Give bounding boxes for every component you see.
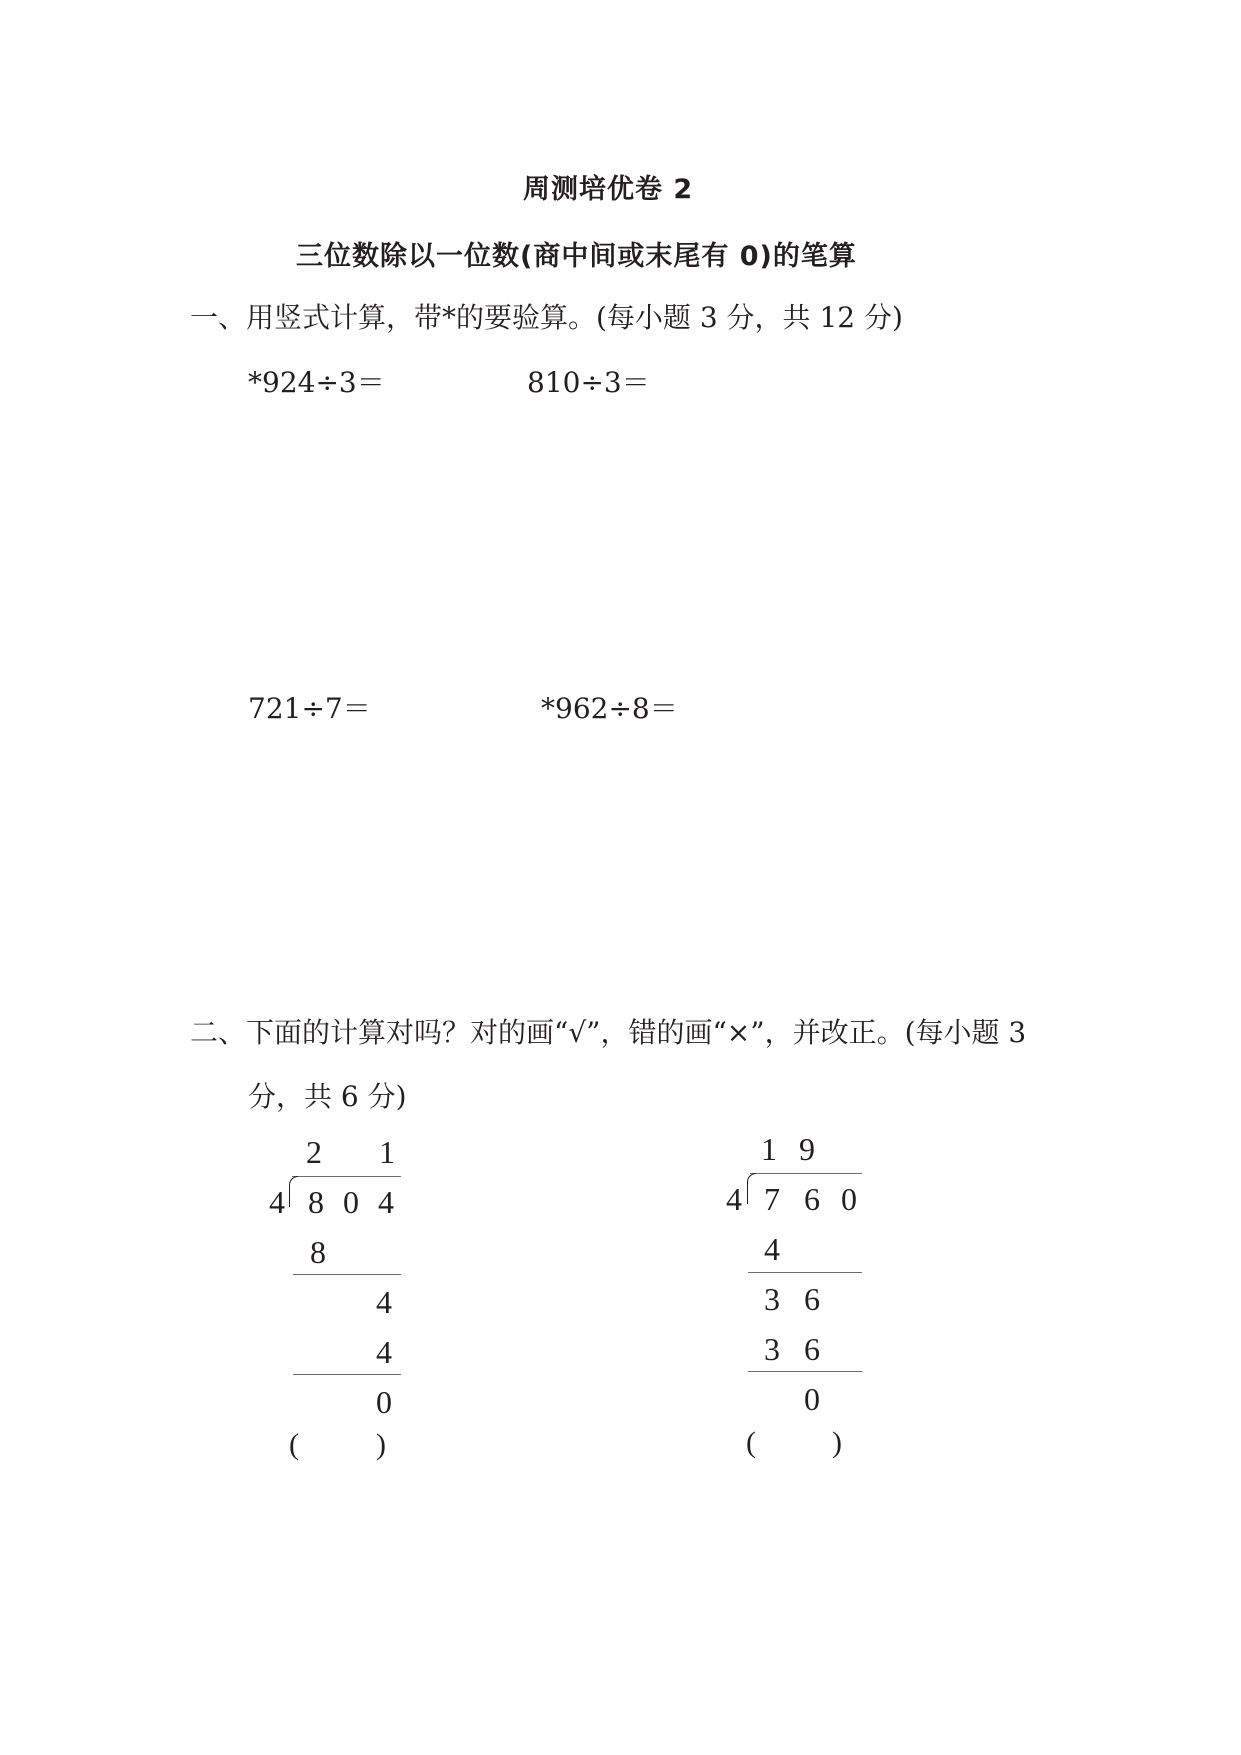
answer-paren-close: ) bbox=[832, 1426, 842, 1459]
problem-1: *924÷3＝ bbox=[248, 366, 385, 399]
step-digit: 4 bbox=[376, 1284, 392, 1320]
step-digit: 8 bbox=[310, 1234, 326, 1270]
dividend-digit: 6 bbox=[804, 1181, 820, 1217]
step-line bbox=[293, 1374, 401, 1375]
dividend-digit: 7 bbox=[764, 1181, 780, 1217]
step-digit: 4 bbox=[376, 1334, 392, 1370]
divisor: 4 bbox=[269, 1184, 285, 1220]
quotient-digit: 1 bbox=[761, 1131, 777, 1167]
step-line bbox=[748, 1371, 862, 1372]
answer-paren-open: ( bbox=[289, 1428, 299, 1461]
step-digit: 3 bbox=[764, 1281, 780, 1317]
dividend-digit: 8 bbox=[308, 1184, 324, 1220]
quotient-digit: 9 bbox=[799, 1131, 815, 1167]
divisor: 4 bbox=[726, 1181, 742, 1217]
step-digit: 6 bbox=[804, 1331, 820, 1367]
step-digit: 4 bbox=[764, 1231, 780, 1267]
section1-heading: 一、用竖式计算，带*的要验算。(每小题 3 分，共 12 分) bbox=[190, 301, 903, 334]
quotient-digit: 2 bbox=[306, 1134, 322, 1170]
division-bar bbox=[292, 1176, 401, 1177]
step-digit: 0 bbox=[804, 1381, 820, 1417]
dividend-digit: 0 bbox=[841, 1181, 857, 1217]
answer-paren-open: ( bbox=[746, 1426, 756, 1459]
dividend-digit: 4 bbox=[378, 1184, 394, 1220]
page-title: 周测培优卷 2 bbox=[523, 174, 694, 205]
quotient-digit: 1 bbox=[379, 1134, 395, 1170]
section2-heading-line1: 二、下面的计算对吗？对的画“√”，错的画“×”，并改正。(每小题 3 bbox=[190, 1016, 1027, 1049]
step-digit: 0 bbox=[376, 1384, 392, 1420]
step-line bbox=[748, 1272, 862, 1273]
step-digit: 3 bbox=[764, 1331, 780, 1367]
step-line bbox=[293, 1274, 401, 1275]
page-subtitle: 三位数除以一位数(商中间或末尾有 0)的笔算 bbox=[296, 241, 857, 272]
answer-paren-close: ) bbox=[376, 1428, 386, 1461]
step-digit: 6 bbox=[804, 1281, 820, 1317]
section2-heading-line2: 分，共 6 分) bbox=[248, 1080, 407, 1113]
dividend-digit: 0 bbox=[343, 1184, 359, 1220]
problem-2: 810÷3＝ bbox=[527, 366, 650, 399]
problem-4: *962÷8＝ bbox=[541, 692, 678, 725]
division-bar bbox=[750, 1173, 862, 1174]
problem-3: 721÷7＝ bbox=[248, 692, 371, 725]
